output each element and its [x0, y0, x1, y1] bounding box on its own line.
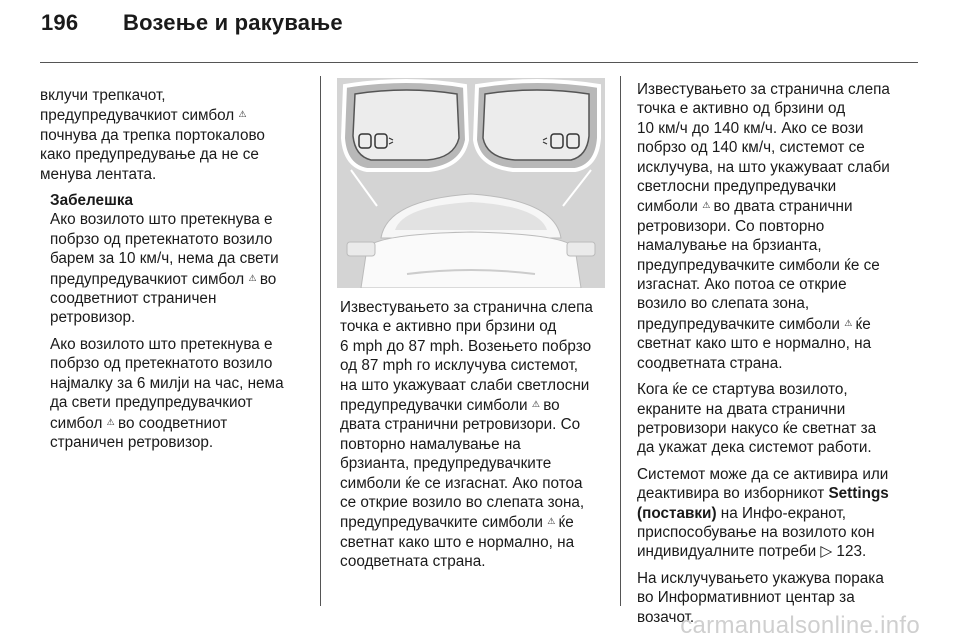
blind-spot-warning-icon: ⚠	[248, 272, 256, 283]
text-line: предупредувачките симболи ќе се	[637, 256, 880, 274]
text-line: Известувањето за странична слепа	[637, 81, 890, 98]
text-line: симболи ќе се изгаснат. Ако потоа	[340, 474, 583, 492]
note-title: Забелешка	[50, 192, 133, 210]
text-line: 6 mph до 87 mph. Возењето побрзо	[340, 337, 592, 355]
column-divider-1	[320, 76, 321, 606]
text-line: соодветната страна.	[637, 354, 783, 372]
blind-spot-warning-icon: ⚠	[106, 416, 114, 427]
mirror-illustration	[337, 78, 605, 288]
text-line: ретровизор.	[50, 309, 136, 327]
text-line: Системот може да се активира или	[637, 465, 889, 483]
text-line: намалување на брзианта,	[637, 237, 822, 255]
text-line: се открие возило во слепата зона,	[340, 494, 585, 512]
blind-spot-warning-icon: ⚠	[844, 317, 852, 328]
text-line: Ако возилото што претекнува е	[50, 211, 273, 229]
text-line: во Информативниот центар за	[637, 589, 855, 607]
settings-menu-name-translation: (поставки)	[637, 504, 717, 522]
text-line: Известувањето за странична слепа	[340, 299, 593, 316]
text-line: двата странични ретровизори. Со	[340, 416, 581, 434]
text-line: исклучува, на што укажуваат слаби	[637, 158, 890, 176]
column-1	[40, 86, 312, 459]
text-line: светлосни предупредувачки	[637, 178, 837, 196]
text-line: ретровизори накусо ќе светнат за	[637, 419, 877, 437]
column-2	[340, 298, 612, 579]
text-line: изгаснат. Ако потоа се открие	[637, 276, 847, 294]
text-line: од 87 mph го исклучува системот,	[340, 357, 579, 375]
text-line: во двата странични	[713, 198, 853, 216]
note-box	[40, 191, 312, 452]
text-line: побрзо од претекнатото возило	[50, 230, 273, 248]
mirrors-and-car-drawing	[337, 78, 605, 288]
text-line: ќе	[855, 315, 871, 333]
text-line: светнат како што е нормално, на	[637, 335, 872, 353]
text-line: на што укажуваат слаби светлосни	[340, 376, 590, 394]
text-line: во соодветниот	[117, 414, 228, 432]
text-line: возило во слепата зона,	[637, 295, 810, 313]
watermark: carmanualsonline.info	[680, 612, 920, 639]
page-reference-link[interactable]: ▷ 123.	[820, 543, 867, 561]
text-line: предупредувачките симболи	[637, 315, 840, 333]
column-3	[637, 80, 922, 634]
blind-spot-warning-icon: ⚠	[547, 516, 555, 527]
text-line: почнува да трепка портокалово	[40, 126, 265, 144]
text-line: страничен ретровизор.	[50, 433, 214, 451]
text-line: да укажат дека системот работи.	[637, 439, 872, 457]
text-line: побрзо од претекнатото возило	[50, 355, 273, 373]
settings-menu-name: Settings	[828, 485, 889, 503]
text-line: побрзо од 140 км/ч, системот се	[637, 139, 865, 157]
text-line: соодветниот страничен	[50, 290, 217, 308]
text-line: ќе	[558, 514, 574, 532]
text-line: На исклучувањето укажува порака	[637, 569, 884, 587]
text-line: ретровизори. Со повторно	[637, 217, 825, 235]
text-line: предупредувачките симболи	[340, 514, 543, 532]
text-line: Ако возилото што претекнува е	[50, 335, 273, 353]
text-line: симбол	[50, 414, 103, 432]
text-line: точка е активно од брзини од	[637, 100, 846, 118]
text-line: да свети предупредувачкиот	[50, 394, 253, 412]
page-number: 196	[41, 10, 79, 35]
blind-spot-warning-icon: ⚠	[238, 109, 246, 120]
page-header	[41, 10, 343, 36]
text-line: екраните на двата странични	[637, 400, 846, 418]
text-line: предупредувачки симболи	[340, 397, 528, 415]
text-line: на Инфо-екранот,	[720, 504, 847, 522]
text-line: симболи	[637, 198, 698, 216]
blind-spot-warning-icon: ⚠	[702, 200, 710, 211]
text-line: во	[259, 270, 277, 288]
header-rule	[40, 62, 918, 63]
text-line: деактивира во изборникот	[637, 485, 825, 503]
text-line: приспособување на возилото кон	[637, 523, 875, 541]
text-line: повторно намалување на	[340, 435, 521, 453]
column-divider-2	[620, 76, 621, 606]
text-line: предупредувачкиот симбол	[50, 270, 245, 288]
text-line: вклучи трепкачот,	[40, 87, 166, 104]
blind-spot-warning-icon: ⚠	[531, 399, 539, 410]
page-title: Возење и ракување	[123, 10, 343, 35]
text-line: возачот.	[637, 608, 695, 626]
text-line: најмалку за 6 милји на час, нема	[50, 374, 284, 392]
text-line: менува лентата.	[40, 165, 157, 183]
text-line: Кога ќе се стартува возилото,	[637, 381, 848, 399]
text-line: предупредувачкиот симбол	[40, 107, 235, 125]
text-line: индивидуалните потреби	[637, 543, 817, 561]
text-line: соодветната страна.	[340, 553, 486, 571]
text-line: како предупредување да не се	[40, 146, 259, 164]
text-line: 10 км/ч до 140 км/ч. Ако се вози	[637, 119, 864, 137]
text-line: барем за 10 км/ч, нема да свети	[50, 250, 279, 268]
text-line: во	[543, 397, 560, 415]
text-line: точка е активно при брзини од	[340, 318, 557, 336]
text-line: брзианта, предупредувачките	[340, 455, 552, 473]
text-line: светнат како што е нормално, на	[340, 533, 575, 551]
